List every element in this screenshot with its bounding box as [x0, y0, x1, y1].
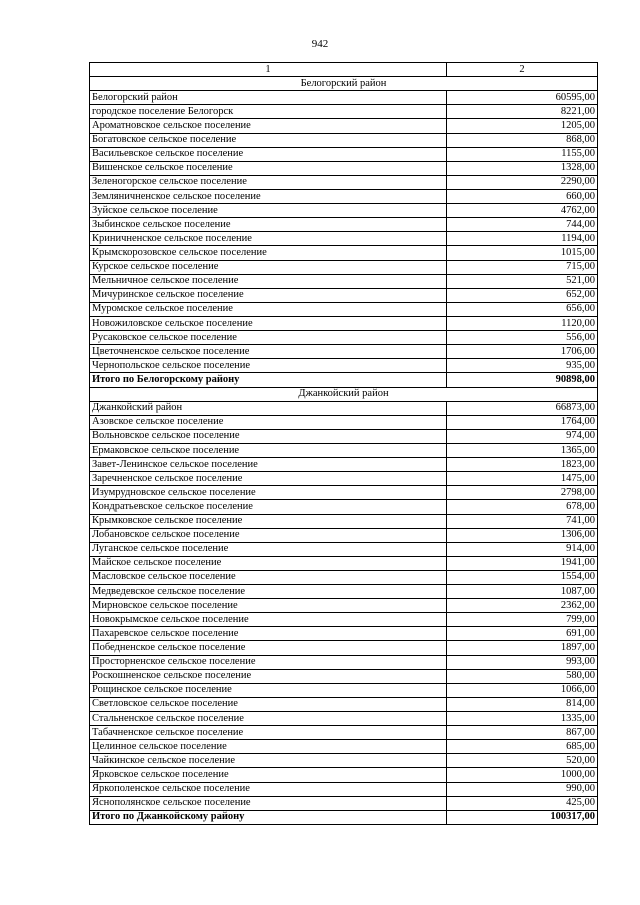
table-row: [90, 415, 598, 429]
total-value: 90898,00: [447, 373, 598, 387]
row-value: 1205,00: [447, 119, 598, 133]
row-value: 741,00: [447, 514, 598, 528]
table-row: [90, 443, 598, 457]
row-name: Чайкинское сельское поселение: [90, 754, 447, 768]
row-name: Зыбинское сельское поселение: [90, 218, 447, 232]
row-value: 66873,00: [447, 401, 598, 415]
table-row: [90, 585, 598, 599]
row-name: Заречненское сельское поселение: [90, 472, 447, 486]
row-value: 4762,00: [447, 204, 598, 218]
row-value: 1120,00: [447, 316, 598, 330]
table-row: [90, 697, 598, 711]
section-total-row: [90, 373, 598, 387]
row-name: Рощинское сельское поселение: [90, 683, 447, 697]
table-row: [90, 500, 598, 514]
row-value: 1706,00: [447, 345, 598, 359]
row-name: Изумрудновское сельское поселение: [90, 486, 447, 500]
table-row: [90, 458, 598, 472]
row-value: 678,00: [447, 500, 598, 514]
table-row: [90, 331, 598, 345]
row-name: Богатовское сельское поселение: [90, 133, 447, 147]
row-value: 1194,00: [447, 232, 598, 246]
row-name: Криничненское сельское поселение: [90, 232, 447, 246]
row-name: городское поселение Белогорск: [90, 105, 447, 119]
row-name: Яснополянское сельское поселение: [90, 796, 447, 810]
row-value: 520,00: [447, 754, 598, 768]
table-row: [90, 175, 598, 189]
row-value: 1015,00: [447, 246, 598, 260]
row-value: 1000,00: [447, 768, 598, 782]
section-title-row: [90, 77, 598, 91]
section-title-row: [90, 387, 598, 401]
row-name: Луганское сельское поселение: [90, 542, 447, 556]
table-row: [90, 740, 598, 754]
row-value: 691,00: [447, 627, 598, 641]
row-name: Белогорский район: [90, 91, 447, 105]
row-value: 60595,00: [447, 91, 598, 105]
row-value: 1554,00: [447, 570, 598, 584]
table-row: [90, 683, 598, 697]
row-value: 660,00: [447, 189, 598, 203]
row-name: Лобановское сельское поселение: [90, 528, 447, 542]
row-value: 556,00: [447, 331, 598, 345]
row-value: 1941,00: [447, 556, 598, 570]
row-value: 814,00: [447, 697, 598, 711]
table-row: [90, 514, 598, 528]
row-name: Мельничное сельское поселение: [90, 274, 447, 288]
row-name: Победненское сельское поселение: [90, 641, 447, 655]
row-value: 1475,00: [447, 472, 598, 486]
table-row: [90, 627, 598, 641]
table-row: [90, 359, 598, 373]
table-row: [90, 401, 598, 415]
table-row: [90, 246, 598, 260]
row-name: Целинное сельское поселение: [90, 740, 447, 754]
row-value: 1066,00: [447, 683, 598, 697]
row-value: 652,00: [447, 288, 598, 302]
table-row: [90, 91, 598, 105]
column-header-1: 1: [90, 63, 447, 77]
row-name: Ароматновское сельское поселение: [90, 119, 447, 133]
table-row: [90, 288, 598, 302]
row-name: Земляничненское сельское поселение: [90, 189, 447, 203]
table-row: [90, 218, 598, 232]
row-name: Яркополенское сельское поселение: [90, 782, 447, 796]
row-name: Курское сельское поселение: [90, 260, 447, 274]
row-value: 2362,00: [447, 599, 598, 613]
table-row: [90, 161, 598, 175]
table-row: [90, 274, 598, 288]
table-row: [90, 528, 598, 542]
section-total-row: [90, 810, 598, 824]
table-row: [90, 345, 598, 359]
row-value: 1155,00: [447, 147, 598, 161]
table-row: [90, 189, 598, 203]
row-value: 990,00: [447, 782, 598, 796]
row-value: 935,00: [447, 359, 598, 373]
row-value: 2798,00: [447, 486, 598, 500]
row-name: Ярковское сельское поселение: [90, 768, 447, 782]
total-label: Итого по Джанкойскому району: [90, 810, 447, 824]
table-row: [90, 133, 598, 147]
row-name: Мичуринское сельское поселение: [90, 288, 447, 302]
table-row: [90, 232, 598, 246]
row-value: 1897,00: [447, 641, 598, 655]
table-row: [90, 796, 598, 810]
row-name: Кондратьевское сельское поселение: [90, 500, 447, 514]
row-value: 656,00: [447, 302, 598, 316]
table-row: [90, 570, 598, 584]
table-row: [90, 754, 598, 768]
row-value: 868,00: [447, 133, 598, 147]
table-row: [90, 782, 598, 796]
table-row: [90, 316, 598, 330]
table-row: [90, 105, 598, 119]
row-name: Зуйское сельское поселение: [90, 204, 447, 218]
row-value: 744,00: [447, 218, 598, 232]
row-value: 1087,00: [447, 585, 598, 599]
table-row: [90, 655, 598, 669]
row-value: 685,00: [447, 740, 598, 754]
table-row: [90, 641, 598, 655]
row-name: Крымскорозовское сельское поселение: [90, 246, 447, 260]
table-row: [90, 429, 598, 443]
total-value: 100317,00: [447, 810, 598, 824]
table-row: [90, 119, 598, 133]
table-row: [90, 486, 598, 500]
table-row: [90, 302, 598, 316]
page-number: 942: [311, 38, 329, 50]
row-name: Табачненское сельское поселение: [90, 726, 447, 740]
row-value: 1328,00: [447, 161, 598, 175]
budget-table: [89, 62, 598, 825]
row-value: 580,00: [447, 669, 598, 683]
row-value: 867,00: [447, 726, 598, 740]
table-row: [90, 204, 598, 218]
row-name: Ермаковское сельское поселение: [90, 443, 447, 457]
total-label: Итого по Белогорскому району: [90, 373, 447, 387]
row-name: Новокрымское сельское поселение: [90, 613, 447, 627]
row-value: 993,00: [447, 655, 598, 669]
row-name: Мирновское сельское поселение: [90, 599, 447, 613]
row-name: Русаковское сельское поселение: [90, 331, 447, 345]
row-name: Джанкойский район: [90, 401, 447, 415]
row-name: Васильевское сельское поселение: [90, 147, 447, 161]
row-name: Майское сельское поселение: [90, 556, 447, 570]
row-value: 2290,00: [447, 175, 598, 189]
table-row: [90, 669, 598, 683]
table-row: [90, 472, 598, 486]
section-title: Джанкойский район: [90, 387, 598, 401]
section-title: Белогорский район: [90, 77, 598, 91]
table-row: [90, 542, 598, 556]
table-row: [90, 599, 598, 613]
table-row: [90, 260, 598, 274]
row-name: Стальненское сельское поселение: [90, 712, 447, 726]
row-name: Вольновское сельское поселение: [90, 429, 447, 443]
row-value: 1335,00: [447, 712, 598, 726]
row-value: 425,00: [447, 796, 598, 810]
row-value: 1764,00: [447, 415, 598, 429]
row-value: 715,00: [447, 260, 598, 274]
row-name: Масловское сельское поселение: [90, 570, 447, 584]
row-name: Просторненское сельское поселение: [90, 655, 447, 669]
table-row: [90, 556, 598, 570]
row-name: Крымковское сельское поселение: [90, 514, 447, 528]
row-name: Пахаревское сельское поселение: [90, 627, 447, 641]
row-name: Вишенское сельское поселение: [90, 161, 447, 175]
table-row: [90, 147, 598, 161]
row-name: Зеленогорское сельское поселение: [90, 175, 447, 189]
row-name: Азовское сельское поселение: [90, 415, 447, 429]
row-value: 1306,00: [447, 528, 598, 542]
table-row: [90, 726, 598, 740]
row-name: Чернопольское сельское поселение: [90, 359, 447, 373]
table-row: [90, 613, 598, 627]
row-value: 1365,00: [447, 443, 598, 457]
row-name: Муромское сельское поселение: [90, 302, 447, 316]
row-value: 521,00: [447, 274, 598, 288]
table-body: [90, 63, 598, 825]
row-name: Роскошненское сельское поселение: [90, 669, 447, 683]
row-name: Новожиловское сельское поселение: [90, 316, 447, 330]
row-value: 974,00: [447, 429, 598, 443]
table-row: [90, 768, 598, 782]
row-name: Завет-Ленинское сельское поселение: [90, 458, 447, 472]
row-value: 1823,00: [447, 458, 598, 472]
row-value: 799,00: [447, 613, 598, 627]
row-value: 8221,00: [447, 105, 598, 119]
row-name: Светловское сельское поселение: [90, 697, 447, 711]
row-name: Цветочненское сельское поселение: [90, 345, 447, 359]
table-row: [90, 712, 598, 726]
header-row: [90, 63, 598, 77]
column-header-2: 2: [447, 63, 598, 77]
row-value: 914,00: [447, 542, 598, 556]
row-name: Медведевское сельское поселение: [90, 585, 447, 599]
